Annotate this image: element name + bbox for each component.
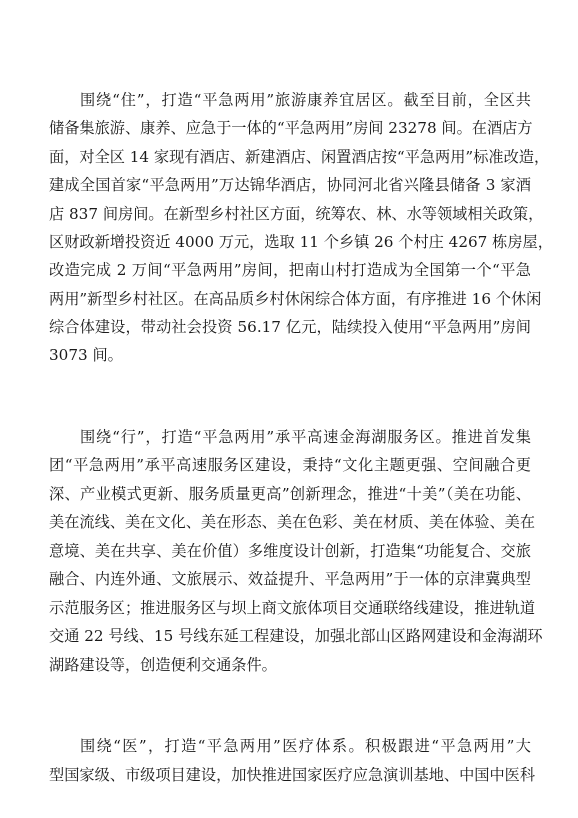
text-line: 3073 间。 xyxy=(49,346,123,364)
text-line: 两用”新型乡村社区。在高品质乡村休闲综合体方面，有序推进 16 个休闲 xyxy=(49,290,542,308)
text-line: 改造完成 2 万间“平急两用”房间，把南山村打造成为全国第一个“平急 xyxy=(49,261,531,279)
text-line: 意境、美在共享、美在价值）多维度设计创新，打造集“功能复合、交旅 xyxy=(49,542,531,560)
text-line: 围绕“行”，打造“平急两用”承平高速金海湖服务区。推进首发集 xyxy=(80,428,531,446)
text-line: 交通 22 号线、15 号线东延工程建设，加强北部山区路网建设和金海湖环 xyxy=(49,627,543,645)
text-line: 深、产业模式更新、服务质量更高”创新理念，推进“十美”（美在功能、 xyxy=(49,485,531,503)
text-line: 面，对全区 14 家现有酒店、新建酒店、闲置酒店按“平急两用”标准改造， xyxy=(49,148,550,166)
text-line: 示范服务区；推进服务区与坝上商文旅体项目交通联络线建设，推进轨道 xyxy=(49,599,535,617)
text-line: 储备集旅游、康养、应急于一体的“平急两用”房间 23278 间。在酒店方 xyxy=(49,119,533,137)
text-line: 建成全国首家“平急两用”万达锦华酒店，协同河北省兴隆县储备 3 家酒 xyxy=(49,176,531,194)
text-line: 综合体建设，带动社会投资 56.17 亿元，陆续投入使用“平急两用”房间 xyxy=(49,318,531,336)
text-line: 店 837 间房间。在新型乡村社区方面，统筹农、林、水等领域相关政策， xyxy=(49,205,544,223)
text-line: 围绕“医”，打造“平急两用”医疗体系。积极跟进“平急两用”大 xyxy=(80,737,531,755)
text-line: 区财政新增投资近 4000 万元，选取 11 个乡镇 26 个村庄 4267 栋房屋， xyxy=(49,233,553,251)
text-line: 融合、内连外通、文旅展示、效益提升、平急两用”于一体的京津冀典型 xyxy=(49,570,531,588)
text-line: 围绕“住”，打造“平急两用”旅游康养宜居区。截至目前，全区共 xyxy=(80,91,531,109)
text-line: 湖路建设等，创造便利交通条件。 xyxy=(49,656,277,674)
text-line: 美在流线、美在文化、美在形态、美在色彩、美在材质、美在体验、美在 xyxy=(49,513,535,531)
text-line: 团“平急两用”承平高速服务区建设，秉持“文化主题更强、空间融合更 xyxy=(49,456,531,474)
text-line: 型国家级、市级项目建设，加快推进国家医疗应急演训基地、中国中医科 xyxy=(49,766,535,784)
